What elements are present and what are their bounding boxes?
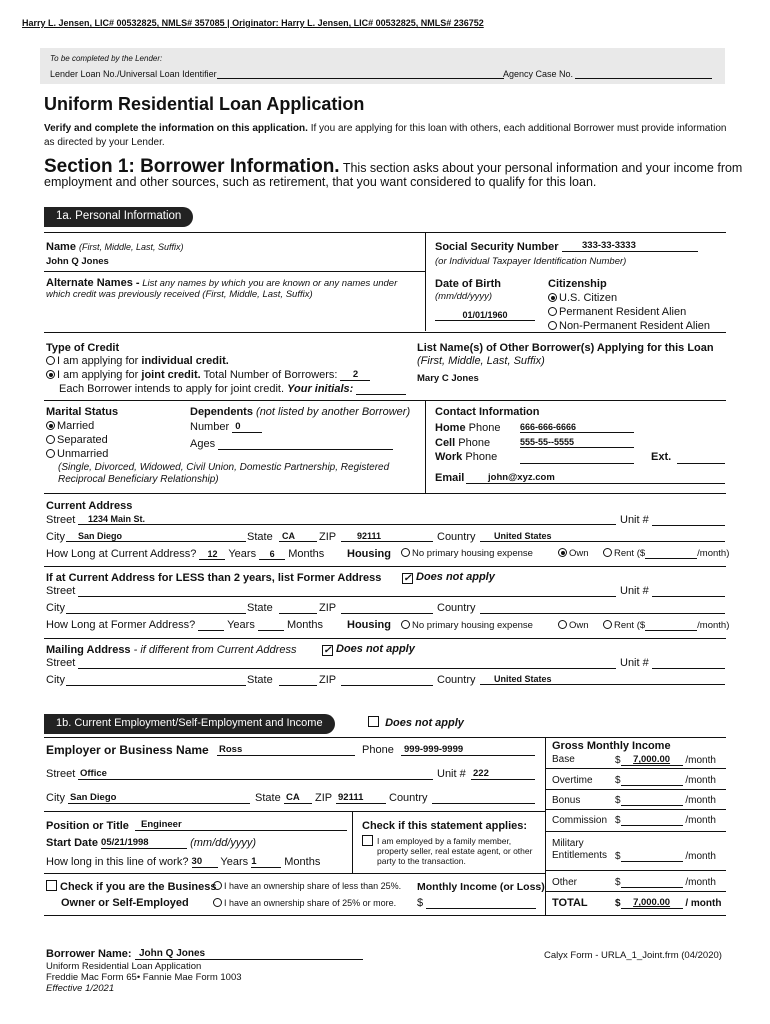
housing-rent[interactable]: Rent ($ /month) [603, 548, 729, 559]
dependents-number-field[interactable]: 0 [232, 421, 262, 433]
mailing-street-field[interactable] [78, 668, 616, 669]
mailing-unit-field[interactable] [652, 668, 725, 669]
income-commission-label: Commission [552, 815, 608, 826]
email-label: Email [435, 472, 465, 484]
current-address-label: Current Address [46, 500, 133, 512]
former-state-field[interactable] [279, 613, 317, 614]
emp-state-field[interactable]: CA [284, 792, 312, 804]
mailing-city-field[interactable] [66, 685, 246, 686]
street-label: Street [46, 514, 76, 526]
ssn-hint: (or Individual Taxpayer Identification Number) [435, 256, 627, 267]
former-housing-rent[interactable]: Rent ($ /month) [603, 620, 729, 631]
income-military-field[interactable] [621, 851, 683, 862]
divider [44, 232, 726, 233]
former-zip-field[interactable] [341, 613, 433, 614]
income-total-row: $ 7,000.00 / month [615, 897, 722, 909]
income-military-label: Military Entitlements [552, 838, 608, 861]
divider [44, 915, 726, 916]
income-bonus-field[interactable] [621, 795, 683, 806]
marital-label: Marital Status [46, 406, 119, 418]
check-statement-label: Check if this statement applies: [362, 820, 528, 832]
lender-note: To be completed by the Lender: [50, 54, 163, 63]
section-heading [44, 156, 744, 189]
position-label: Position or Title [46, 820, 129, 832]
income-bonus-row: $ /month [615, 795, 716, 806]
emp-country-field[interactable] [432, 803, 535, 804]
radio-icon[interactable] [548, 293, 557, 302]
divider [545, 768, 726, 769]
citizenship-label: Citizenship [548, 278, 607, 290]
radio-icon[interactable] [401, 620, 410, 629]
ownership-less[interactable]: I have an ownership share of less than 25%. [213, 881, 401, 891]
zip-label: ZIP [319, 531, 337, 543]
tab-personal-information: 1a. Personal Information [44, 207, 193, 227]
alt-names [46, 278, 416, 300]
income-other-label: Other [552, 877, 578, 888]
former-months-field[interactable] [258, 620, 284, 631]
former-country-label: Country [437, 602, 476, 614]
page-title: Uniform Residential Loan Application [44, 94, 365, 114]
divider [545, 831, 726, 832]
income-base-label: Base [552, 754, 575, 765]
mailing-city-label: City [46, 674, 65, 686]
income-base-row: $ 7,000.00 /month [615, 754, 716, 766]
emp-zip-field[interactable]: 92111 [336, 792, 386, 804]
divider [352, 811, 353, 873]
former-country-field[interactable] [480, 613, 725, 614]
mailing-country-label: Country [437, 674, 476, 686]
income-base-field[interactable]: 7,000.00 [621, 754, 683, 766]
name-label-row [46, 241, 184, 253]
divider [545, 737, 546, 915]
checkbox-checked-icon[interactable]: ✓ [403, 573, 412, 584]
income-total-label: TOTAL [552, 897, 588, 909]
radio-icon[interactable] [603, 548, 612, 557]
former-zip-label: ZIP [319, 602, 337, 614]
radio-icon[interactable] [213, 881, 222, 890]
dependents-label-row: Dependents (not listed by another Borrower) [190, 406, 411, 418]
income-overtime-field[interactable] [621, 775, 683, 786]
contact-label: Contact Information [435, 406, 540, 418]
former-unit-field[interactable] [652, 596, 725, 597]
start-row: Start Date 05/21/1998 (mm/dd/yyyy) [46, 837, 257, 849]
divider [545, 870, 726, 871]
gross-income-title: Gross Monthly Income [552, 740, 671, 752]
checkbox-icon[interactable] [362, 835, 373, 846]
income-bonus-label: Bonus [552, 795, 581, 806]
marital-separated[interactable]: Separated [46, 434, 108, 446]
income-overtime-row: $ /month [615, 775, 716, 786]
mailing-country-field[interactable]: United States [480, 674, 725, 685]
family-checkbox[interactable] [362, 835, 376, 848]
dependents-number: Number 0 [190, 421, 262, 433]
initials-field[interactable] [356, 384, 406, 395]
credit-joint[interactable]: I am applying for joint credit. Total Number of Borrowers: 2 [46, 369, 370, 381]
former-address-label: If at Current Address for LESS than 2 years, list Former Address [46, 572, 382, 584]
section-text: This section asks about your personal information and your income from employment and other sources, such as retirement, that you want considered to qualify for this loan. [44, 161, 743, 189]
former-city-label: City [46, 602, 65, 614]
income-total-field[interactable]: 7,000.00 [621, 897, 683, 909]
agency-field[interactable] [575, 78, 712, 79]
emp-phone-field[interactable]: 999-999-9999 [401, 744, 535, 756]
line-of-work-row: How long in this line of work? 30 Years 1 Months [46, 856, 321, 868]
work-phone-row: Work Phone [435, 451, 498, 463]
radio-icon[interactable] [558, 620, 567, 629]
country-label: Country [437, 531, 476, 543]
footer-borrower-label: Borrower Name: [46, 948, 132, 960]
radio-icon[interactable] [548, 321, 557, 330]
mailing-unit-label: Unit # [620, 657, 649, 669]
monthly-income-row: $ [417, 897, 536, 909]
housing-own[interactable]: Own [558, 548, 589, 559]
checkbox-checked-icon[interactable]: ✓ [323, 645, 332, 656]
income-commission-row: $ /month [615, 815, 716, 826]
name-field[interactable]: John Q Jones [46, 256, 109, 267]
verify-body: If you are applying for this loan with others, each additional Borrower must provide information as directed by your Lender. [44, 123, 727, 148]
zip-field[interactable]: 92111 [341, 531, 433, 542]
former-howlong-row: How Long at Former Address? Years Months [46, 619, 324, 631]
business-owner-row[interactable]: Check if you are the Business [46, 880, 217, 893]
other-borrowers-label: List Name(s) of Other Borrower(s) Applying for this Loan [417, 342, 714, 354]
dependents-ages: Ages [190, 438, 393, 450]
city-label: City [46, 531, 65, 543]
citizenship-permanent[interactable]: Permanent Resident Alien [548, 306, 686, 318]
divider [44, 566, 726, 567]
start-field[interactable]: 05/21/1998 [101, 837, 187, 849]
check-statement-text: I am employed by a family member, property seller, real estate agent, or other party to the transaction. [377, 836, 533, 866]
ext-label: Ext. [651, 451, 672, 463]
home-phone-field[interactable]: 666-666-6666 [520, 422, 634, 433]
footer-borrower-field[interactable]: John Q Jones [135, 948, 363, 960]
income-commission-field[interactable] [621, 815, 683, 826]
name-label: Name [46, 241, 76, 253]
radio-icon[interactable] [46, 449, 55, 458]
unit-field[interactable] [652, 525, 725, 526]
emp-country-label: Country [389, 792, 428, 804]
emp-city-label: City [46, 792, 65, 804]
city-field[interactable]: San Diego [66, 531, 246, 542]
footer-line3: Effective 1/2021 [46, 983, 115, 994]
other-borrowers-hint: (First, Middle, Last, Suffix) [417, 355, 545, 367]
radio-icon[interactable] [558, 548, 567, 557]
ownership-more[interactable]: I have an ownership share of 25% or more. [213, 898, 396, 908]
verify-bold: Verify and complete the information on this application. [44, 123, 308, 134]
divider [44, 737, 726, 738]
mailing-state-field[interactable] [279, 685, 317, 686]
lender-box [40, 48, 725, 84]
credit-individual[interactable]: I am applying for individual credit. [46, 355, 229, 367]
housing-none[interactable]: No primary housing expense [401, 548, 533, 559]
other-borrowers-field[interactable]: Mary C Jones [417, 373, 479, 384]
verify-text [44, 122, 734, 150]
divider [425, 233, 426, 331]
section-title: Section 1: Borrower Information. [44, 156, 340, 177]
income-military-row: $ /month [615, 851, 716, 862]
years-field[interactable]: 12 [199, 549, 225, 560]
emp-unit-label: Unit # [437, 768, 466, 780]
monthly-income-label: Monthly Income (or Loss) [417, 881, 545, 893]
mailing-street-label: Street [46, 657, 76, 669]
loan-id-label: Lender Loan No./Universal Loan Identifier [50, 69, 217, 79]
former-housing-none[interactable]: No primary housing expense [401, 620, 533, 631]
email-field[interactable]: john@xyz.com [466, 472, 725, 484]
emp-street-label: Street [46, 768, 76, 780]
radio-icon[interactable] [603, 620, 612, 629]
emp-state-label: State [255, 792, 281, 804]
divider [44, 271, 425, 272]
rent-field[interactable] [645, 548, 697, 559]
emp-city-field[interactable]: San Diego [68, 792, 250, 804]
borrowers-count-field[interactable]: 2 [340, 369, 370, 381]
former-housing-own[interactable]: Own [558, 620, 589, 631]
housing-label: Housing [347, 548, 391, 560]
radio-icon[interactable] [46, 421, 55, 430]
ssn-label: Social Security Number [435, 241, 559, 253]
footer-form-id: Calyx Form - URLA_1_Joint.frm (04/2020) [544, 950, 722, 961]
country-field[interactable]: United States [480, 531, 725, 542]
divider [44, 638, 726, 639]
mailing-label-row: Mailing Address - if different from Current Address [46, 644, 297, 656]
radio-icon[interactable] [46, 370, 55, 379]
divider [44, 400, 726, 401]
dob-hint: (mm/dd/yyyy) [435, 291, 492, 302]
mailing-zip-label: ZIP [319, 674, 337, 686]
initials-row: Each Borrower intends to apply for joint credit. Your initials: [59, 383, 406, 395]
divider [44, 811, 545, 812]
home-phone-row: Home Phone [435, 422, 501, 434]
tab-employment: 1b. Current Employment/Self-Employment and Income [44, 714, 335, 734]
marital-unmarried[interactable]: Unmarried [46, 448, 108, 460]
state-field[interactable]: CA [279, 531, 317, 542]
mailing-state-label: State [247, 674, 273, 686]
marital-married[interactable]: Married [46, 420, 94, 432]
emp-unit-field[interactable]: 222 [471, 768, 535, 780]
former-rent-field[interactable] [645, 620, 697, 631]
howlong-row: How Long at Current Address? 12 Years 6 Months [46, 548, 325, 560]
footer-line2: Freddie Mac Form 65• Fannie Mae Form 1003 [46, 972, 242, 983]
work-years-field[interactable]: 30 [192, 856, 218, 868]
former-housing-label: Housing [347, 619, 391, 631]
emp-phone-label: Phone [362, 744, 394, 756]
credit-label: Type of Credit [46, 342, 120, 354]
employer-label: Employer or Business Name [46, 743, 209, 757]
divider [545, 809, 726, 810]
alt-hint: List any names by which you are known or any names under which credit was previously received (First, Middle, Last, Suffix) [46, 278, 398, 300]
loan-id-field[interactable] [217, 78, 504, 79]
alt-label: Alternate Names - [46, 277, 140, 289]
former-city-field[interactable] [66, 613, 246, 614]
unit-label: Unit # [620, 514, 649, 526]
ages-field[interactable] [218, 439, 393, 450]
divider [545, 891, 726, 892]
income-overtime-label: Overtime [552, 775, 593, 786]
checkbox-icon[interactable] [368, 716, 379, 727]
radio-icon[interactable] [46, 435, 55, 444]
radio-icon[interactable] [548, 307, 557, 316]
income-other-row: $ /month [615, 877, 716, 888]
footer-form-info [46, 961, 242, 994]
former-years-field[interactable] [198, 620, 224, 631]
business-owner-row-2: Owner or Self-Employed [61, 897, 189, 909]
divider [425, 401, 426, 493]
former-does-not-apply[interactable]: ✓ Does not apply [403, 571, 495, 584]
mailing-does-not-apply[interactable]: ✓ Does not apply [323, 643, 415, 656]
former-state-label: State [247, 602, 273, 614]
cell-phone-field[interactable]: 555-55--5555 [520, 437, 634, 448]
radio-icon[interactable] [213, 898, 222, 907]
monthly-income-field[interactable] [426, 898, 536, 909]
dob-field[interactable]: 01/01/1960 [435, 310, 535, 321]
work-months-field[interactable]: 1 [251, 856, 281, 868]
income-other-field[interactable] [621, 877, 683, 888]
marital-hint: (Single, Divorced, Widowed, Civil Union, Domestic Partnership, Registered Reciprocal Beneficiary Relationship) [58, 462, 390, 485]
footer-line1: Uniform Residential Loan Application [46, 961, 202, 972]
citizenship-nonpermanent[interactable]: Non-Permanent Resident Alien [548, 320, 710, 332]
position-field[interactable]: Engineer [135, 819, 347, 831]
employer-field[interactable]: Ross [217, 744, 355, 756]
divider [44, 873, 545, 874]
street-field[interactable]: 1234 Main St. [78, 514, 616, 525]
emp-zip-label: ZIP [315, 792, 333, 804]
divider [545, 789, 726, 790]
mailing-zip-field[interactable] [341, 685, 433, 686]
checkbox-icon[interactable] [46, 880, 57, 891]
work-phone-field[interactable] [520, 463, 634, 464]
employment-does-not-apply[interactable]: Does not apply [368, 716, 464, 729]
former-unit-label: Unit # [620, 585, 649, 597]
emp-street-field[interactable]: Office [78, 768, 433, 780]
citizenship-us[interactable]: U.S. Citizen [548, 292, 617, 304]
name-hint: (First, Middle, Last, Suffix) [79, 242, 184, 252]
agency-label: Agency Case No. [503, 69, 574, 79]
divider [44, 332, 726, 333]
originator-line: Harry L. Jensen, LIC# 00532825, NMLS# 357085 | Originator: Harry L. Jensen, LIC# 00532825, NMLS# 236752 [22, 18, 484, 28]
radio-icon[interactable] [46, 356, 55, 365]
former-street-label: Street [46, 585, 76, 597]
radio-icon[interactable] [401, 548, 410, 557]
dob-label: Date of Birth [435, 278, 501, 290]
ssn-field[interactable]: 333-33-3333 [562, 240, 698, 252]
divider [44, 493, 726, 494]
former-street-field[interactable] [78, 596, 616, 597]
cell-phone-row: Cell Phone [435, 437, 491, 449]
months-field[interactable]: 6 [259, 549, 285, 560]
state-label: State [247, 531, 273, 543]
ext-field[interactable] [677, 463, 725, 464]
